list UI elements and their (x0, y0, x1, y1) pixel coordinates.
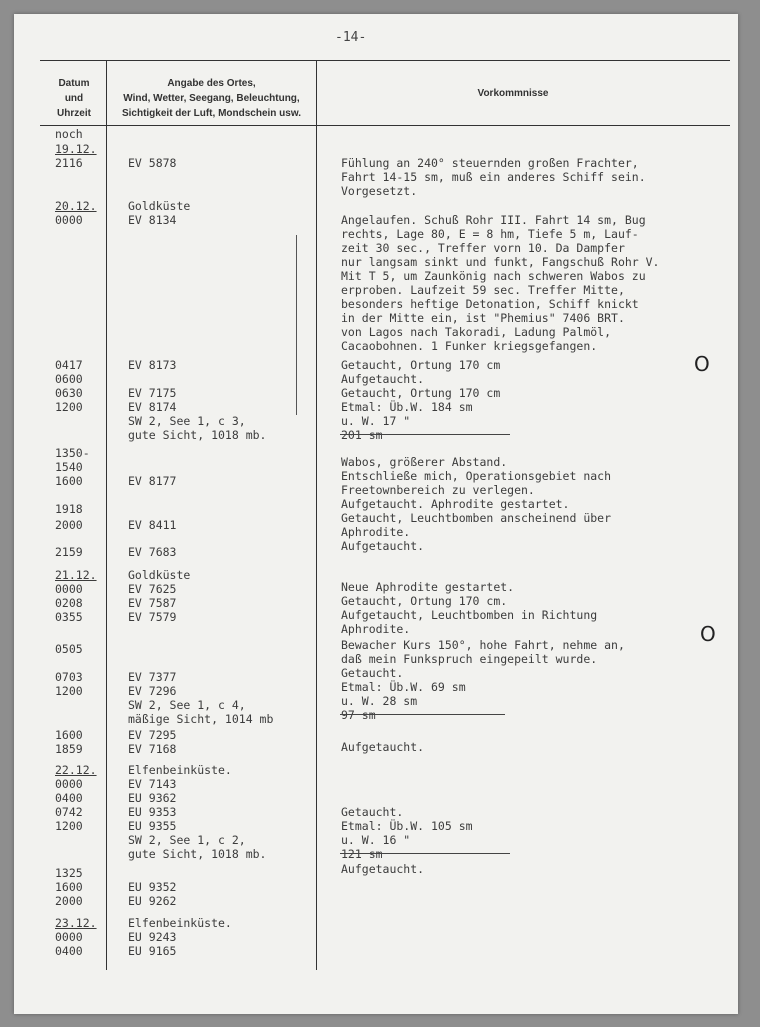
location-cell: EV 8174 (128, 400, 177, 414)
location-cell: EV 7143 (128, 777, 177, 791)
header-date-line2: und (64, 93, 84, 104)
header-col-location (109, 76, 314, 121)
date-cell: 2159 (55, 545, 83, 559)
date-cell: noch (55, 127, 83, 141)
location-cell: EV 8177 (128, 474, 177, 488)
date-cell: 0000 (55, 582, 83, 596)
location-cell: EV 7377 (128, 670, 177, 684)
location-cell: EU 9243 (128, 930, 177, 944)
event-line: Aufgetaucht. (341, 372, 425, 386)
location-cell: EU 9353 (128, 805, 177, 819)
header-location-line1: Angabe des Ortes, (167, 78, 256, 89)
location-cell: Goldküste (128, 568, 191, 582)
event-line: Cacaobohnen. 1 Funker kriegsgefangen. (341, 339, 598, 353)
event-line: Getaucht, Leuchtbomben anscheinend über (341, 511, 612, 525)
date-cell: 2000 (55, 518, 83, 532)
location-cell: EV 8173 (128, 358, 177, 372)
header-location-line2: Wind, Wetter, Seegang, Beleuchtung, (123, 93, 300, 104)
date-cell: 0703 (55, 670, 83, 684)
location-cell: EV 5878 (128, 156, 177, 170)
event-line: Getaucht, Ortung 170 cm (341, 386, 501, 400)
location-cell: EV 8134 (128, 213, 177, 227)
punch-hole-mark-2: O (700, 622, 716, 646)
location-cell: EU 9355 (128, 819, 177, 833)
event-line: besonders heftige Detonation, Schiff knickt (341, 297, 639, 311)
date-cell: 2000 (55, 894, 83, 908)
page-number: -14- (335, 30, 367, 45)
event-line: Fahrt 14-15 sm, muß ein anderes Schiff sein. (341, 170, 646, 184)
table-top-rule (40, 60, 730, 61)
date-cell: 23.12. (55, 916, 97, 930)
sum-line-3 (340, 853, 510, 854)
event-line: 121 sm (341, 847, 383, 861)
pencil-margin-line (296, 235, 297, 415)
event-line: 201 sm (341, 428, 383, 442)
event-line: Neue Aphrodite gestartet. (341, 580, 515, 594)
date-cell: 1200 (55, 684, 83, 698)
event-line: Etmal: Üb.W. 69 sm (341, 680, 466, 694)
event-line: Entschließe mich, Operationsgebiet nach (341, 469, 612, 483)
date-cell: 0355 (55, 610, 83, 624)
location-cell: Goldküste (128, 199, 191, 213)
event-line: Etmal: Üb.W. 105 sm (341, 819, 473, 833)
event-line: Angelaufen. Schuß Rohr III. Fahrt 14 sm, Bug (341, 213, 646, 227)
location-cell: SW 2, See 1, c 3, (128, 414, 246, 428)
date-cell: 2116 (55, 156, 83, 170)
date-cell: 0208 (55, 596, 83, 610)
location-cell: EU 9352 (128, 880, 177, 894)
header-col-events: Vorkommnisse (477, 88, 549, 99)
event-line: u. W. 16 " (341, 833, 411, 847)
event-line: Aphrodite. (341, 525, 411, 539)
date-cell: 1200 (55, 400, 83, 414)
date-cell: 21.12. (55, 568, 97, 582)
header-date-line3: Uhrzeit (57, 108, 91, 119)
location-cell: EU 9262 (128, 894, 177, 908)
event-line: Aufgetaucht. (341, 539, 425, 553)
event-line: Aphrodite. (341, 622, 411, 636)
location-cell: EV 8411 (128, 518, 177, 532)
date-cell: 0505 (55, 642, 83, 656)
header-location-line3: Sichtigkeit der Luft, Mondschein usw. (121, 108, 302, 119)
location-cell: gute Sicht, 1018 mb. (128, 847, 267, 861)
event-line: u. W. 28 sm (341, 694, 418, 708)
column-rule-1 (106, 60, 107, 970)
event-line: Getaucht. (341, 666, 404, 680)
event-line: Vorgesetzt. (341, 184, 418, 198)
location-cell: EU 9362 (128, 791, 177, 805)
location-cell: SW 2, See 1, c 4, (128, 698, 246, 712)
event-line: Getaucht. (341, 805, 404, 819)
location-cell: EV 7296 (128, 684, 177, 698)
event-line: nur langsam sinkt und funkt, Fangschuß Rohr V. (341, 255, 660, 269)
event-line: erproben. Laufzeit 59 sec. Treffer Mitte, (341, 283, 625, 297)
date-cell: 0630 (55, 386, 83, 400)
date-cell: 1325 (55, 866, 83, 880)
location-cell: mäßige Sicht, 1014 mb (128, 712, 274, 726)
event-line: Fühlung an 240° steuernden großen Frachter, (341, 156, 639, 170)
location-cell: EV 7683 (128, 545, 177, 559)
location-cell: EV 7175 (128, 386, 177, 400)
date-cell: 1600 (55, 880, 83, 894)
location-cell: EV 7625 (128, 582, 177, 596)
date-cell: 0400 (55, 944, 83, 958)
sum-line-2 (340, 714, 505, 715)
event-line: Getaucht, Ortung 170 cm. (341, 594, 508, 608)
date-cell: 0000 (55, 213, 83, 227)
location-cell: EV 7295 (128, 728, 177, 742)
location-cell: Elfenbeinküste. (128, 763, 232, 777)
date-cell: 1200 (55, 819, 83, 833)
date-cell: 1600 (55, 728, 83, 742)
date-cell: 22.12. (55, 763, 97, 777)
location-cell: EV 7579 (128, 610, 177, 624)
location-cell: Elfenbeinküste. (128, 916, 232, 930)
header-col-date (44, 76, 104, 121)
event-line: Aufgetaucht, Leuchtbomben in Richtung (341, 608, 598, 622)
location-cell: gute Sicht, 1018 mb. (128, 428, 267, 442)
event-line: Mit T 5, um Zaunkönig nach schweren Wabos zu (341, 269, 646, 283)
event-line: Etmal: Üb.W. 184 sm (341, 400, 473, 414)
date-cell: 20.12. (55, 199, 97, 213)
event-line: Aufgetaucht. Aphrodite gestartet. (341, 497, 570, 511)
event-line: in der Mitte ein, ist "Phemius" 7406 BRT. (341, 311, 625, 325)
event-line: Wabos, größerer Abstand. (341, 455, 508, 469)
sum-line-1 (340, 434, 510, 435)
event-line: Aufgetaucht. (341, 740, 425, 754)
location-cell: SW 2, See 1, c 2, (128, 833, 246, 847)
event-line: von Lagos nach Takoradi, Ladung Palmöl, (341, 325, 612, 339)
location-cell: EU 9165 (128, 944, 177, 958)
event-line: 97 sm (341, 708, 376, 722)
event-line: rechts, Lage 80, E = 8 hm, Tiefe 5 m, Lauf- (341, 227, 639, 241)
header-bottom-rule (40, 125, 730, 126)
location-cell: EV 7587 (128, 596, 177, 610)
date-cell: 0000 (55, 930, 83, 944)
date-cell: 0000 (55, 777, 83, 791)
date-cell: 0600 (55, 372, 83, 386)
date-cell: 0417 (55, 358, 83, 372)
date-cell: 1918 (55, 502, 83, 516)
event-line: Freetownbereich zu verlegen. (341, 483, 535, 497)
date-cell: 1540 (55, 460, 83, 474)
date-cell: 19.12. (55, 142, 97, 156)
event-line: Getaucht, Ortung 170 cm (341, 358, 501, 372)
date-cell: 1600 (55, 474, 83, 488)
punch-hole-mark-1: O (694, 352, 710, 376)
event-line: Bewacher Kurs 150°, hohe Fahrt, nehme an, (341, 638, 625, 652)
date-cell: 0742 (55, 805, 83, 819)
date-cell: 0400 (55, 791, 83, 805)
location-cell: EV 7168 (128, 742, 177, 756)
date-cell: 1859 (55, 742, 83, 756)
event-line: zeit 30 sec., Treffer vorn 10. Da Dampfer (341, 241, 625, 255)
event-line: daß mein Funkspruch eingepeilt wurde. (341, 652, 598, 666)
header-date-line1: Datum (58, 78, 90, 89)
event-line: u. W. 17 " (341, 414, 411, 428)
event-line: Aufgetaucht. (341, 862, 425, 876)
column-rule-2 (316, 60, 317, 970)
date-cell: 1350- (55, 446, 90, 460)
